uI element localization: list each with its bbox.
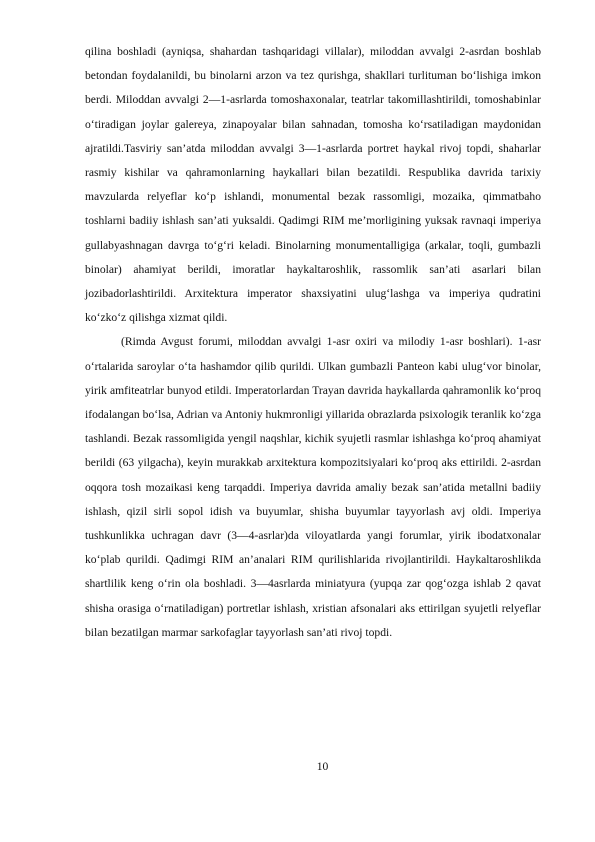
paragraph-1: qilina boshladi (ayniqsa, shahardan tashqaridagi villalar), miloddan avvalgi 2-asrdan boshlab betondan foydalanildi, bu binolarni arzon va tez qurishga, shakllari turlituman bo‘lishiga imkon berdi. Miloddan avvalgi 2—1-asrlarda tomoshaxonalar, teatrlar takomillashtirildi, tomoshabinlar o‘tiradigan joylar galereya, zinapoyalar bilan sahnadan, tomosha ko‘rsatiladigan maydonidan ajratildi.Tasviriy san’atda miloddan avvalgi 3—1-asrlarda portret haykal rivoj topdi, shaharlar rasmiy kishilar va qahramonlarning haykallari bilan bezatildi. Respublika davrida tarixiy mavzularda relyeflar ko‘p ishlandi, monumental bezak rassomligi, mozaika, qimmatbaho toshlarni badiiy ishlash san’ati yuksaldi. Qadimgi RIM me’morligining yuksak ravnaqi imperiya gullabyashnagan davrga to‘g‘ri keladi. Binolarning monumentalligiga (arkalar, toqli, gumbazli binolar) ahamiyat berildi, imoratlar haykaltaroshlik, rassomlik san’ati asarlari bilan jozibadorlashtirildi. Arxitektura imperator shaxsiyatini ulug‘lashga va imperiya qudratini ko‘zko‘z qilishga xizmat qildi. [85, 45, 541, 325]
page-number: 10 [316, 760, 329, 773]
document-body [85, 40, 541, 645]
paragraph-2: (Rimda Avgust forumi, miloddan avvalgi 1-asr oxiri va milodiy 1-asr boshlari). 1-asr o‘rtalarida saroylar o‘ta hashamdor qilib qurildi. Ulkan gumbazli Panteon kabi ulug‘vor binolar, yirik amfiteatrlar bunyod etildi. Imperatorlardan Trayan davrida haykallarda qahramonlik ko‘proq ifodalangan bo‘lsa, Adrian va Antoniy hukmronligi yillarida obrazlarda psixologik teranlik ko‘zga tashlandi. Bezak rassomligida yengil naqshlar, kichik syujetli rasmlar ishlashga ko‘proq ahamiyat berildi (63 yilgacha), keyin murakkab arxitektura kompozitsiyalari ko‘proq aks ettirildi. 2-asrdan oqqora tosh mozaikasi keng tarqaddi. Imperiya davrida amaliy bezak san’atida metallni badiiy ishlash, qizil sirli sopol idish va buyumlar, shisha buyumlar tayyorlash avj oldi. Imperiya tushkunlikka uchragan davr (3—4-asrlar)da viloyatlarda yangi forumlar, yirik ibodatxonalar ko‘plab qurildi. Qadimgi RIM an’analari RIM qurilishlarida rivojlantirildi. Haykaltaroshlikda shartlilik keng o‘rin ola boshladi. 3—4asrlarda miniatyura (yupqa zar qog‘ozga ishlab 2 qavat shisha orasiga o‘rnatiladigan) portretlar ishlash, xristian afsonalari aks ettirilgan syujetli relyeflar bilan bezatilgan marmar sarkofaglar tayyorlash san’ati rivoj topdi. [85, 335, 541, 639]
